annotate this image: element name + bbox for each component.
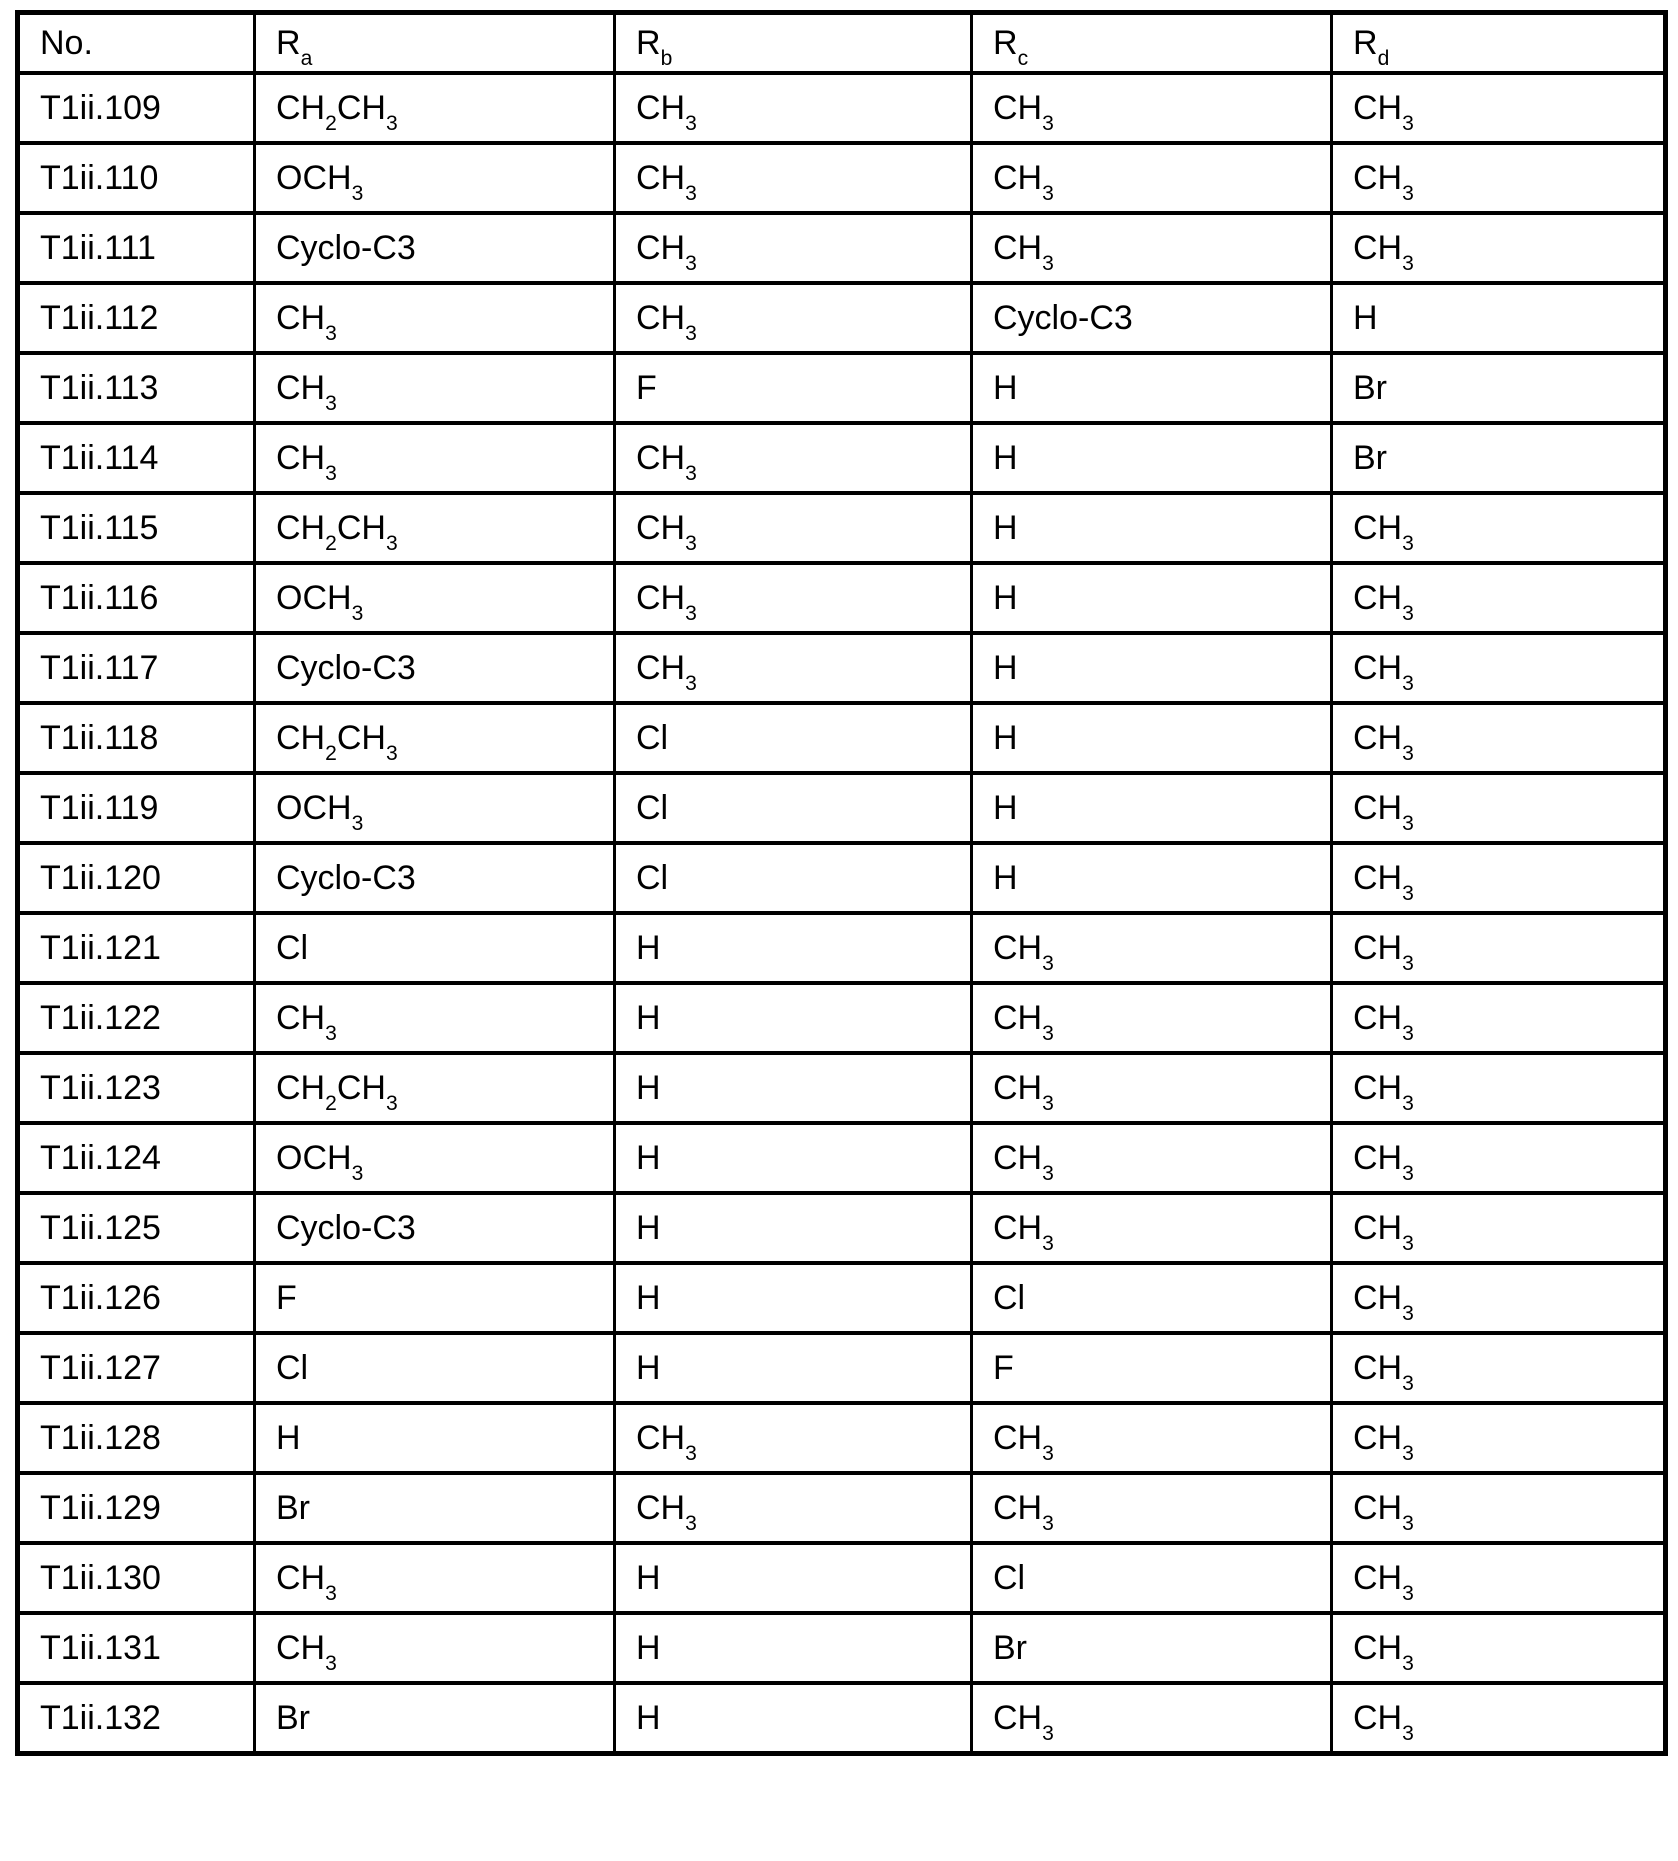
cell-ra: Cyclo-C3 bbox=[255, 213, 615, 283]
cell-rb: F bbox=[615, 353, 972, 423]
subscript: d bbox=[1377, 47, 1390, 71]
cell-no: T1ii.120 bbox=[18, 843, 255, 913]
cell-rb: $CH_3$ bbox=[615, 493, 972, 563]
subscript: 3 bbox=[685, 462, 697, 486]
cell-rd: $CH_3$ bbox=[1332, 1053, 1666, 1123]
cell-no: T1ii.119 bbox=[18, 773, 255, 843]
table-row bbox=[18, 1193, 1666, 1263]
cell-rc: H bbox=[972, 353, 1332, 423]
subscript: 3 bbox=[1042, 112, 1054, 136]
table-row bbox=[18, 213, 1666, 283]
cell-no: T1ii.118 bbox=[18, 703, 255, 773]
subscript: 3 bbox=[1042, 1162, 1054, 1186]
cell-rd: $CH_3$ bbox=[1332, 493, 1666, 563]
cell-no: T1ii.115 bbox=[18, 493, 255, 563]
cell-ra: Cyclo-C3 bbox=[255, 843, 615, 913]
cell-ra: $OCH_3$ bbox=[255, 773, 615, 843]
subscript: b bbox=[660, 47, 673, 71]
table-row bbox=[18, 563, 1666, 633]
cell-ra: $CH_3$ bbox=[255, 283, 615, 353]
table-row bbox=[18, 703, 1666, 773]
table-row bbox=[18, 143, 1666, 213]
subscript: 3 bbox=[385, 532, 398, 556]
table-row bbox=[18, 1403, 1666, 1473]
cell-rb: Cl bbox=[615, 773, 972, 843]
cell-rd: $CH_3$ bbox=[1332, 1683, 1666, 1754]
cell-rb: $CH_3$ bbox=[615, 213, 972, 283]
subscript: a bbox=[300, 47, 313, 71]
cell-rc: $CH_3$ bbox=[972, 983, 1332, 1053]
cell-rd: $CH_3$ bbox=[1332, 73, 1666, 143]
subscript: 3 bbox=[325, 462, 337, 486]
subscript: 3 bbox=[1402, 672, 1414, 696]
table-row bbox=[18, 73, 1666, 143]
cell-rc: Cyclo-C3 bbox=[972, 283, 1332, 353]
cell-rc: H bbox=[972, 843, 1332, 913]
cell-rd: $CH_3$ bbox=[1332, 1333, 1666, 1403]
subscript: 3 bbox=[1402, 1652, 1414, 1676]
cell-rd: Br bbox=[1332, 353, 1666, 423]
cell-rb: H bbox=[615, 1683, 972, 1754]
cell-no: T1ii.127 bbox=[18, 1333, 255, 1403]
subscript: 2 bbox=[325, 742, 337, 766]
subscript: 3 bbox=[1402, 532, 1414, 556]
cell-rd: Br bbox=[1332, 423, 1666, 493]
subscript: 3 bbox=[325, 1582, 337, 1606]
cell-rb: $CH_3$ bbox=[615, 283, 972, 353]
cell-rd: $CH_3$ bbox=[1332, 1473, 1666, 1543]
subscript: 3 bbox=[1402, 182, 1414, 206]
cell-rc: $CH_3$ bbox=[972, 213, 1332, 283]
cell-ra: $CH_2CH_3$ bbox=[255, 1053, 615, 1123]
cell-ra: Cl bbox=[255, 1333, 615, 1403]
cell-rc: $CH_3$ bbox=[972, 1123, 1332, 1193]
cell-no: T1ii.122 bbox=[18, 983, 255, 1053]
cell-no: T1ii.113 bbox=[18, 353, 255, 423]
cell-rc: Br bbox=[972, 1613, 1332, 1683]
cell-rd: $CH_3$ bbox=[1332, 563, 1666, 633]
cell-rd: $CH_3$ bbox=[1332, 1263, 1666, 1333]
cell-rc: H bbox=[972, 493, 1332, 563]
subscript: 3 bbox=[1402, 812, 1414, 836]
cell-no: T1ii.112 bbox=[18, 283, 255, 353]
table-row bbox=[18, 1613, 1666, 1683]
cell-rb: H bbox=[615, 1613, 972, 1683]
table-row bbox=[18, 983, 1666, 1053]
cell-ra: $CH_2CH_3$ bbox=[255, 703, 615, 773]
table-row bbox=[18, 1333, 1666, 1403]
cell-no: T1ii.123 bbox=[18, 1053, 255, 1123]
subscript: 3 bbox=[1402, 1582, 1414, 1606]
cell-rb: H bbox=[615, 1123, 972, 1193]
cell-ra: Cyclo-C3 bbox=[255, 633, 615, 703]
subscript: 3 bbox=[351, 1162, 364, 1186]
table-header bbox=[18, 13, 1666, 74]
subscript: 3 bbox=[685, 672, 697, 696]
subscript: 2 bbox=[325, 532, 337, 556]
subscript: 3 bbox=[1042, 182, 1054, 206]
subscript: 3 bbox=[1402, 1722, 1414, 1746]
cell-rb: H bbox=[615, 1543, 972, 1613]
cell-rb: $CH_3$ bbox=[615, 423, 972, 493]
cell-rb: H bbox=[615, 1193, 972, 1263]
subscript: 3 bbox=[685, 112, 697, 136]
cell-ra: $CH_3$ bbox=[255, 423, 615, 493]
cell-no: T1ii.121 bbox=[18, 913, 255, 983]
subscript: 3 bbox=[1402, 252, 1414, 276]
cell-rd: $CH_3$ bbox=[1332, 213, 1666, 283]
cell-rd: $CH_3$ bbox=[1332, 143, 1666, 213]
table-row bbox=[18, 1123, 1666, 1193]
subscript: 3 bbox=[1402, 1372, 1414, 1396]
subscript: 3 bbox=[1042, 1442, 1054, 1466]
cell-ra: $OCH_3$ bbox=[255, 143, 615, 213]
subscript: 3 bbox=[1042, 1022, 1054, 1046]
subscript: 3 bbox=[325, 322, 337, 346]
cell-rb: H bbox=[615, 1053, 972, 1123]
subscript: 3 bbox=[1402, 1302, 1414, 1326]
cell-rc: $CH_3$ bbox=[972, 143, 1332, 213]
cell-ra: $OCH_3$ bbox=[255, 563, 615, 633]
subscript: 3 bbox=[385, 742, 398, 766]
cell-rb: $CH_3$ bbox=[615, 563, 972, 633]
table-row bbox=[18, 493, 1666, 563]
subscript: 3 bbox=[685, 1512, 697, 1536]
cell-ra: $CH_3$ bbox=[255, 1613, 615, 1683]
cell-rd: $CH_3$ bbox=[1332, 1193, 1666, 1263]
cell-no: T1ii.131 bbox=[18, 1613, 255, 1683]
cell-rc: H bbox=[972, 423, 1332, 493]
cell-ra: Cl bbox=[255, 913, 615, 983]
subscript: 3 bbox=[385, 112, 398, 136]
subscript: 3 bbox=[1042, 1512, 1054, 1536]
cell-rd: $CH_3$ bbox=[1332, 773, 1666, 843]
cell-no: T1ii.124 bbox=[18, 1123, 255, 1193]
substituent-table bbox=[15, 10, 1668, 1756]
column-header-ra: $R_a$ bbox=[255, 13, 615, 74]
cell-rb: Cl bbox=[615, 703, 972, 773]
subscript: 3 bbox=[1402, 952, 1414, 976]
cell-no: T1ii.116 bbox=[18, 563, 255, 633]
cell-rc: $CH_3$ bbox=[972, 913, 1332, 983]
table-row bbox=[18, 633, 1666, 703]
subscript: 3 bbox=[351, 182, 364, 206]
cell-rc: F bbox=[972, 1333, 1332, 1403]
cell-rb: H bbox=[615, 913, 972, 983]
cell-rc: $CH_3$ bbox=[972, 1053, 1332, 1123]
cell-rb: $CH_3$ bbox=[615, 73, 972, 143]
subscript: 3 bbox=[1402, 1232, 1414, 1256]
cell-rd: $CH_3$ bbox=[1332, 843, 1666, 913]
cell-rb: Cl bbox=[615, 843, 972, 913]
cell-no: T1ii.109 bbox=[18, 73, 255, 143]
cell-ra: $CH_3$ bbox=[255, 353, 615, 423]
cell-ra: $CH_3$ bbox=[255, 983, 615, 1053]
cell-rd: H bbox=[1332, 283, 1666, 353]
cell-ra: $CH_2CH_3$ bbox=[255, 73, 615, 143]
subscript: 3 bbox=[685, 602, 697, 626]
table-body bbox=[18, 73, 1666, 1754]
subscript: 3 bbox=[1402, 1092, 1414, 1116]
cell-rc: H bbox=[972, 563, 1332, 633]
table-row bbox=[18, 1683, 1666, 1754]
header-row bbox=[18, 13, 1666, 74]
cell-ra: $CH_3$ bbox=[255, 1543, 615, 1613]
table-row bbox=[18, 773, 1666, 843]
column-header-no: No. bbox=[18, 13, 255, 74]
subscript: 3 bbox=[685, 252, 697, 276]
table-row bbox=[18, 283, 1666, 353]
table-row bbox=[18, 1543, 1666, 1613]
cell-rc: $CH_3$ bbox=[972, 1403, 1332, 1473]
subscript: 3 bbox=[685, 322, 697, 346]
column-header-rb: $R_b$ bbox=[615, 13, 972, 74]
cell-no: T1ii.132 bbox=[18, 1683, 255, 1754]
cell-no: T1ii.117 bbox=[18, 633, 255, 703]
cell-no: T1ii.130 bbox=[18, 1543, 255, 1613]
cell-rb: $CH_3$ bbox=[615, 143, 972, 213]
cell-rd: $CH_3$ bbox=[1332, 633, 1666, 703]
cell-rc: Cl bbox=[972, 1543, 1332, 1613]
cell-ra: Cyclo-C3 bbox=[255, 1193, 615, 1263]
subscript: c bbox=[1017, 47, 1029, 71]
subscript: 3 bbox=[685, 182, 697, 206]
cell-rb: H bbox=[615, 983, 972, 1053]
cell-rd: $CH_3$ bbox=[1332, 1543, 1666, 1613]
subscript: 2 bbox=[325, 1092, 337, 1116]
subscript: 3 bbox=[1402, 882, 1414, 906]
subscript: 3 bbox=[1042, 252, 1054, 276]
subscript: 3 bbox=[1042, 952, 1054, 976]
table-row bbox=[18, 1053, 1666, 1123]
cell-ra: Br bbox=[255, 1473, 615, 1543]
cell-rd: $CH_3$ bbox=[1332, 1123, 1666, 1193]
subscript: 3 bbox=[1402, 1442, 1414, 1466]
cell-rc: $CH_3$ bbox=[972, 1473, 1332, 1543]
subscript: 3 bbox=[325, 1652, 337, 1676]
cell-no: T1ii.125 bbox=[18, 1193, 255, 1263]
cell-rc: H bbox=[972, 703, 1332, 773]
cell-rb: H bbox=[615, 1333, 972, 1403]
cell-rc: H bbox=[972, 773, 1332, 843]
cell-ra: F bbox=[255, 1263, 615, 1333]
subscript: 2 bbox=[325, 112, 337, 136]
subscript: 3 bbox=[1402, 742, 1414, 766]
subscript: 3 bbox=[325, 1022, 337, 1046]
cell-rd: $CH_3$ bbox=[1332, 703, 1666, 773]
subscript: 3 bbox=[1042, 1232, 1054, 1256]
cell-rb: $CH_3$ bbox=[615, 633, 972, 703]
cell-ra: $OCH_3$ bbox=[255, 1123, 615, 1193]
cell-rc: $CH_3$ bbox=[972, 1193, 1332, 1263]
cell-rb: $CH_3$ bbox=[615, 1473, 972, 1543]
cell-rd: $CH_3$ bbox=[1332, 913, 1666, 983]
cell-no: T1ii.128 bbox=[18, 1403, 255, 1473]
table-row bbox=[18, 913, 1666, 983]
cell-rc: $CH_3$ bbox=[972, 1683, 1332, 1754]
table-row bbox=[18, 843, 1666, 913]
cell-no: T1ii.126 bbox=[18, 1263, 255, 1333]
subscript: 3 bbox=[385, 1092, 398, 1116]
cell-no: T1ii.114 bbox=[18, 423, 255, 493]
subscript: 3 bbox=[351, 812, 364, 836]
subscript: 3 bbox=[325, 392, 337, 416]
cell-ra: $CH_2CH_3$ bbox=[255, 493, 615, 563]
cell-rc: $CH_3$ bbox=[972, 73, 1332, 143]
subscript: 3 bbox=[1042, 1722, 1054, 1746]
table-row bbox=[18, 423, 1666, 493]
cell-rd: $CH_3$ bbox=[1332, 1613, 1666, 1683]
column-header-rc: $R_c$ bbox=[972, 13, 1332, 74]
table-row bbox=[18, 1263, 1666, 1333]
cell-no: T1ii.129 bbox=[18, 1473, 255, 1543]
subscript: 3 bbox=[1402, 602, 1414, 626]
subscript: 3 bbox=[1402, 112, 1414, 136]
table-row bbox=[18, 1473, 1666, 1543]
subscript: 3 bbox=[1042, 1092, 1054, 1116]
cell-no: T1ii.111 bbox=[18, 213, 255, 283]
subscript: 3 bbox=[1402, 1512, 1414, 1536]
column-header-rd: $R_d$ bbox=[1332, 13, 1666, 74]
subscript: 3 bbox=[1402, 1162, 1414, 1186]
subscript: 3 bbox=[1402, 1022, 1414, 1046]
subscript: 3 bbox=[685, 532, 697, 556]
cell-rc: Cl bbox=[972, 1263, 1332, 1333]
subscript: 3 bbox=[685, 1442, 697, 1466]
cell-rd: $CH_3$ bbox=[1332, 1403, 1666, 1473]
cell-rb: H bbox=[615, 1263, 972, 1333]
cell-ra: H bbox=[255, 1403, 615, 1473]
subscript: 3 bbox=[351, 602, 364, 626]
cell-ra: Br bbox=[255, 1683, 615, 1754]
cell-rc: H bbox=[972, 633, 1332, 703]
cell-rb: $CH_3$ bbox=[615, 1403, 972, 1473]
cell-no: T1ii.110 bbox=[18, 143, 255, 213]
cell-rd: $CH_3$ bbox=[1332, 983, 1666, 1053]
table-row bbox=[18, 353, 1666, 423]
